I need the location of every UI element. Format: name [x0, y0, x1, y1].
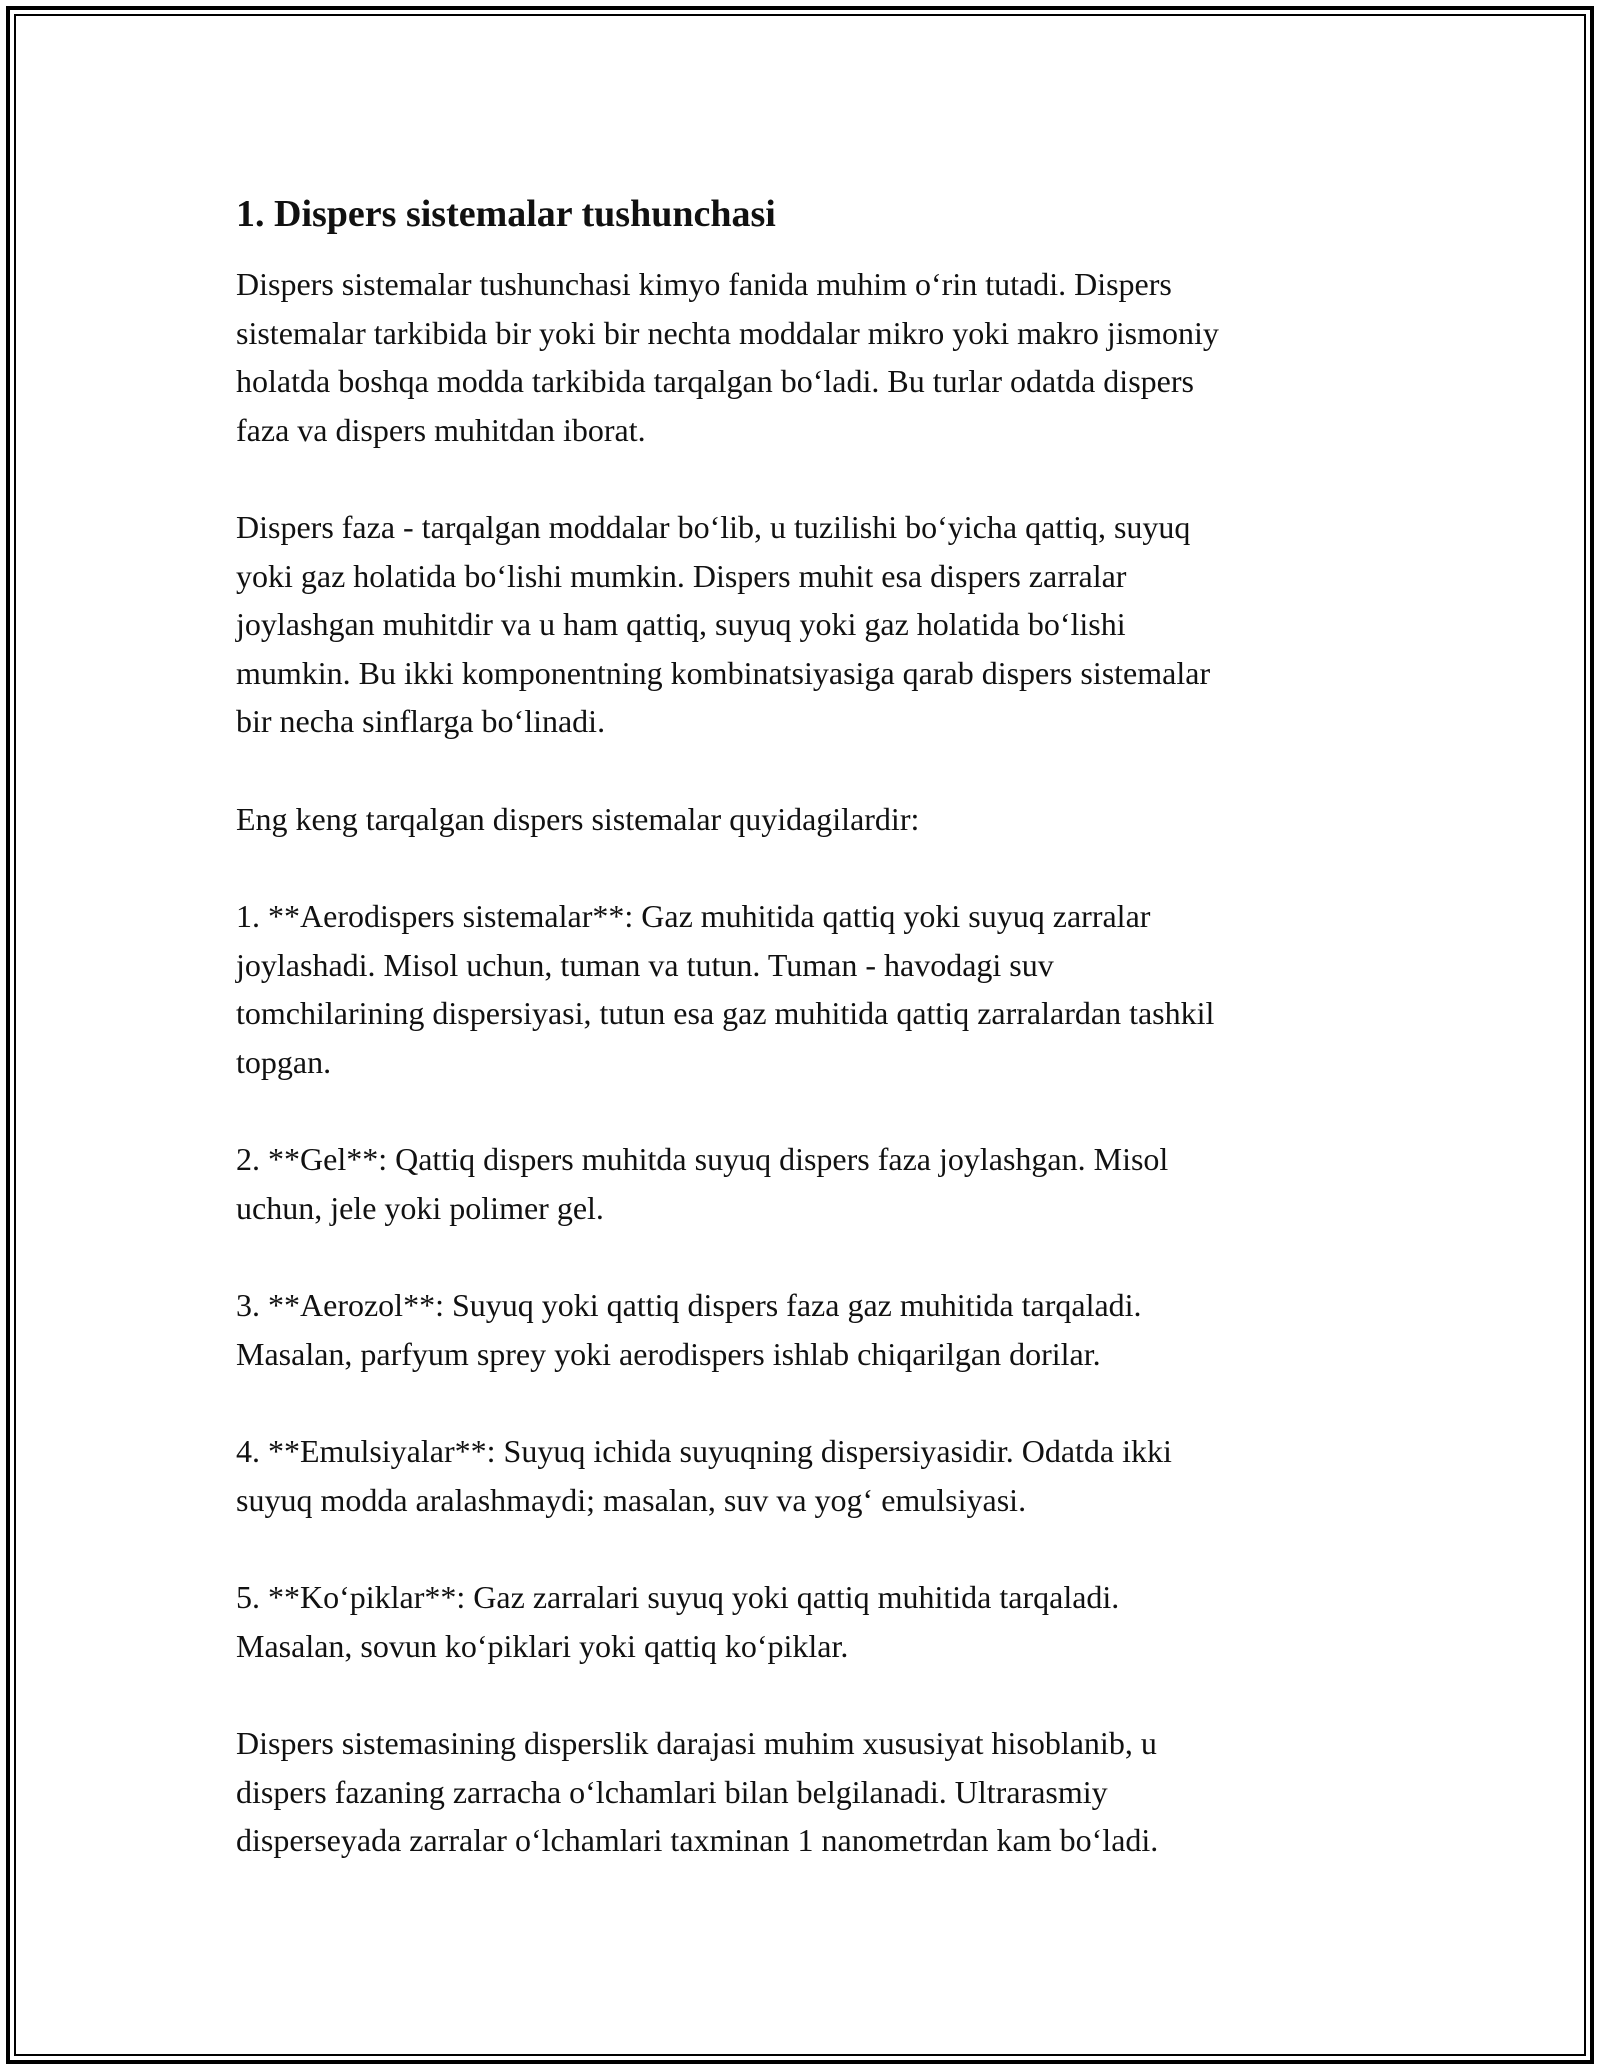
list-item-aerozol: 3. **Aerozol**: Suyuq yoki qattiq dispers faza gaz muhitida tarqaladi. Masalan, parfyum sprey yoki aerodispers ishlab chiqarilgan dorilar.: [236, 1287, 1142, 1372]
document-body: [236, 260, 1386, 1865]
paragraph-dispers-faza: Dispers faza - tarqalgan moddalar bo‘lib, u tuzilishi bo‘yicha qattiq, suyuq yoki gaz holatida bo‘lishi mumkin. Dispers muhit esa dispers zarralar joylashgan muhitdir va u ham qattiq, suyuq yoki gaz holatida bo‘lishi mumkin. Bu ikki komponentning kombinatsiyasiga qarab dispers sistemalar bir necha sinflarga bo‘linadi.: [236, 509, 1211, 739]
document-title: 1. Dispers sistemalar tushunchasi: [236, 193, 776, 235]
list-item-gel: 2. **Gel**: Qattiq dispers muhitda suyuq dispers faza joylashgan. Misol uchun, jele yoki polimer gel.: [236, 1141, 1169, 1226]
document-content: [236, 188, 1386, 1865]
list-item-aerodispers: 1. **Aerodispers sistemalar**: Gaz muhitida qattiq yoki suyuq zarralar joylashadi. Misol uchun, tuman va tutun. Tuman - havodagi suv tomchilarining dispersiyasi, tutun esa gaz muhitida qattiq zarralardan tashkil topgan.: [236, 898, 1215, 1080]
paragraph-list-intro: Eng keng tarqalgan dispers sistemalar quyidagilardir:: [236, 800, 920, 837]
paragraph-intro: Dispers sistemalar tushunchasi kimyo fanida muhim o‘rin tutadi. Dispers sistemalar tarkibida bir yoki bir nechta moddalar mikro yoki makro jismoniy holatda boshqa modda tarkibida tarqalgan bo‘ladi. Bu turlar odatda dispers faza va dispers muhitdan iborat.: [236, 266, 1219, 448]
list-item-kopiklar: 5. **Ko‘piklar**: Gaz zarralari suyuq yoki qattiq muhitida tarqaladi. Masalan, sovun ko‘piklari yoki qattiq ko‘piklar.: [236, 1579, 1120, 1664]
list-item-emulsiyalar: 4. **Emulsiyalar**: Suyuq ichida suyuqning dispersiyasidir. Odatda ikki suyuq modda aralashmaydi; masalan, suv va yog‘ emulsiyasi.: [236, 1433, 1172, 1518]
paragraph-conclusion: Dispers sistemasining disperslik darajasi muhim xususiyat hisoblanib, u dispers fazaning zarracha o‘lchamlari bilan belgilanadi. Ultrarasmiy disperseyada zarralar o‘lchamlari taxminan 1 nanometrdan kam bo‘ladi.: [236, 1725, 1159, 1858]
